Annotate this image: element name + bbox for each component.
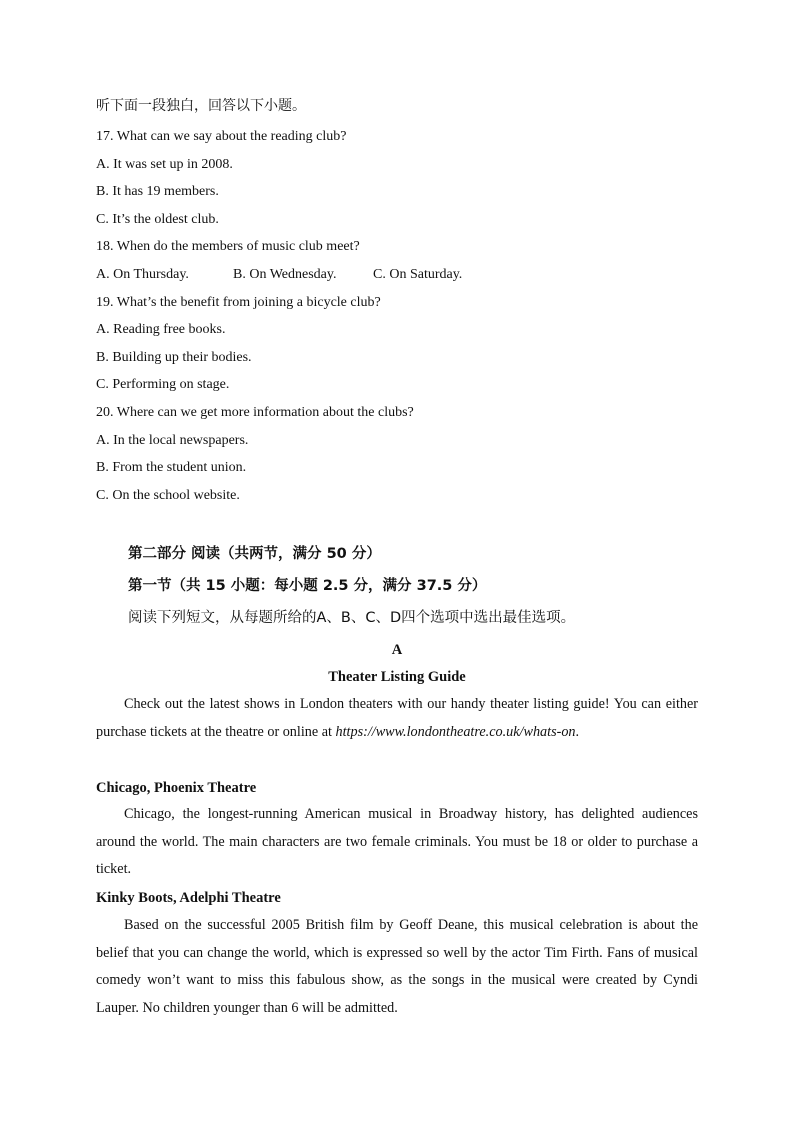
question-18-options xyxy=(96,266,462,284)
part-two-title: 第二部分 阅读（共两节，满分 50 分） xyxy=(128,546,381,562)
passage-letter: A xyxy=(391,642,403,658)
question-19-option-c: C. Performing on stage. xyxy=(96,377,230,392)
question-18-option-b: B. On Wednesday. xyxy=(233,267,337,282)
passage-intro-text: Check out the latest shows in London theaters with our handy theater listing guide! You can either purchase tickets at the theatre or online at xyxy=(96,696,698,740)
question-17-stem: 17. What can we say about the reading club? xyxy=(96,129,347,144)
question-17-option-a: A. It was set up in 2008. xyxy=(96,157,233,172)
show-text-chicago: Chicago, the longest-running American musical in Broadway history, has delighted audiences around the world. The main characters are two female criminals. You must be 18 or older to purchase a ticket. xyxy=(96,806,698,878)
question-20-stem: 20. Where can we get more information about the clubs? xyxy=(96,405,414,420)
passage-intro-end: . xyxy=(575,723,580,740)
theatre-website-link: https://www.londontheatre.co.uk/whats-on xyxy=(335,723,576,740)
question-18-option-c: C. On Saturday. xyxy=(373,267,463,282)
show-heading-kinky-boots: Kinky Boots, Adelphi Theatre xyxy=(96,890,281,906)
listening-intro: 听下面一段独白，回答以下小题。 xyxy=(96,98,306,114)
question-20-option-c: C. On the school website. xyxy=(96,488,240,503)
passage-title: Theater Listing Guide xyxy=(328,669,466,685)
question-19-option-a: A. Reading free books. xyxy=(96,322,226,337)
question-18-stem: 18. When do the members of music club meet? xyxy=(96,239,360,254)
passage-intro-paragraph xyxy=(96,691,698,746)
section-one-title: 第一节（共 15 小题：每小题 2.5 分，满分 37.5 分） xyxy=(128,578,487,594)
question-17-option-c: C. It’s the oldest club. xyxy=(96,212,219,227)
show-heading-chicago: Chicago, Phoenix Theatre xyxy=(96,780,257,796)
reading-instruction: 阅读下列短文，从每题所给的A、B、C、D四个选项中选出最佳选项。 xyxy=(128,610,576,626)
show-text-kinky-boots: Based on the successful 2005 British film by Geoff Deane, this musical celebration is about the belief that you can change the world, which is expressed so well by the actor Tim Firth. Fans of musical comedy won’t want to miss this fabulous show, as the songs in the musical were created by Cyndi Lauper. No children younger than 6 will be admitted. xyxy=(96,917,698,1016)
question-17-option-b: B. It has 19 members. xyxy=(96,184,219,199)
question-20-option-b: B. From the student union. xyxy=(96,460,247,475)
question-19-option-b: B. Building up their bodies. xyxy=(96,350,252,365)
question-20-option-a: A. In the local newspapers. xyxy=(96,433,249,448)
question-19-stem: 19. What’s the benefit from joining a bicycle club? xyxy=(96,295,381,310)
question-18-option-a: A. On Thursday. xyxy=(96,267,189,282)
